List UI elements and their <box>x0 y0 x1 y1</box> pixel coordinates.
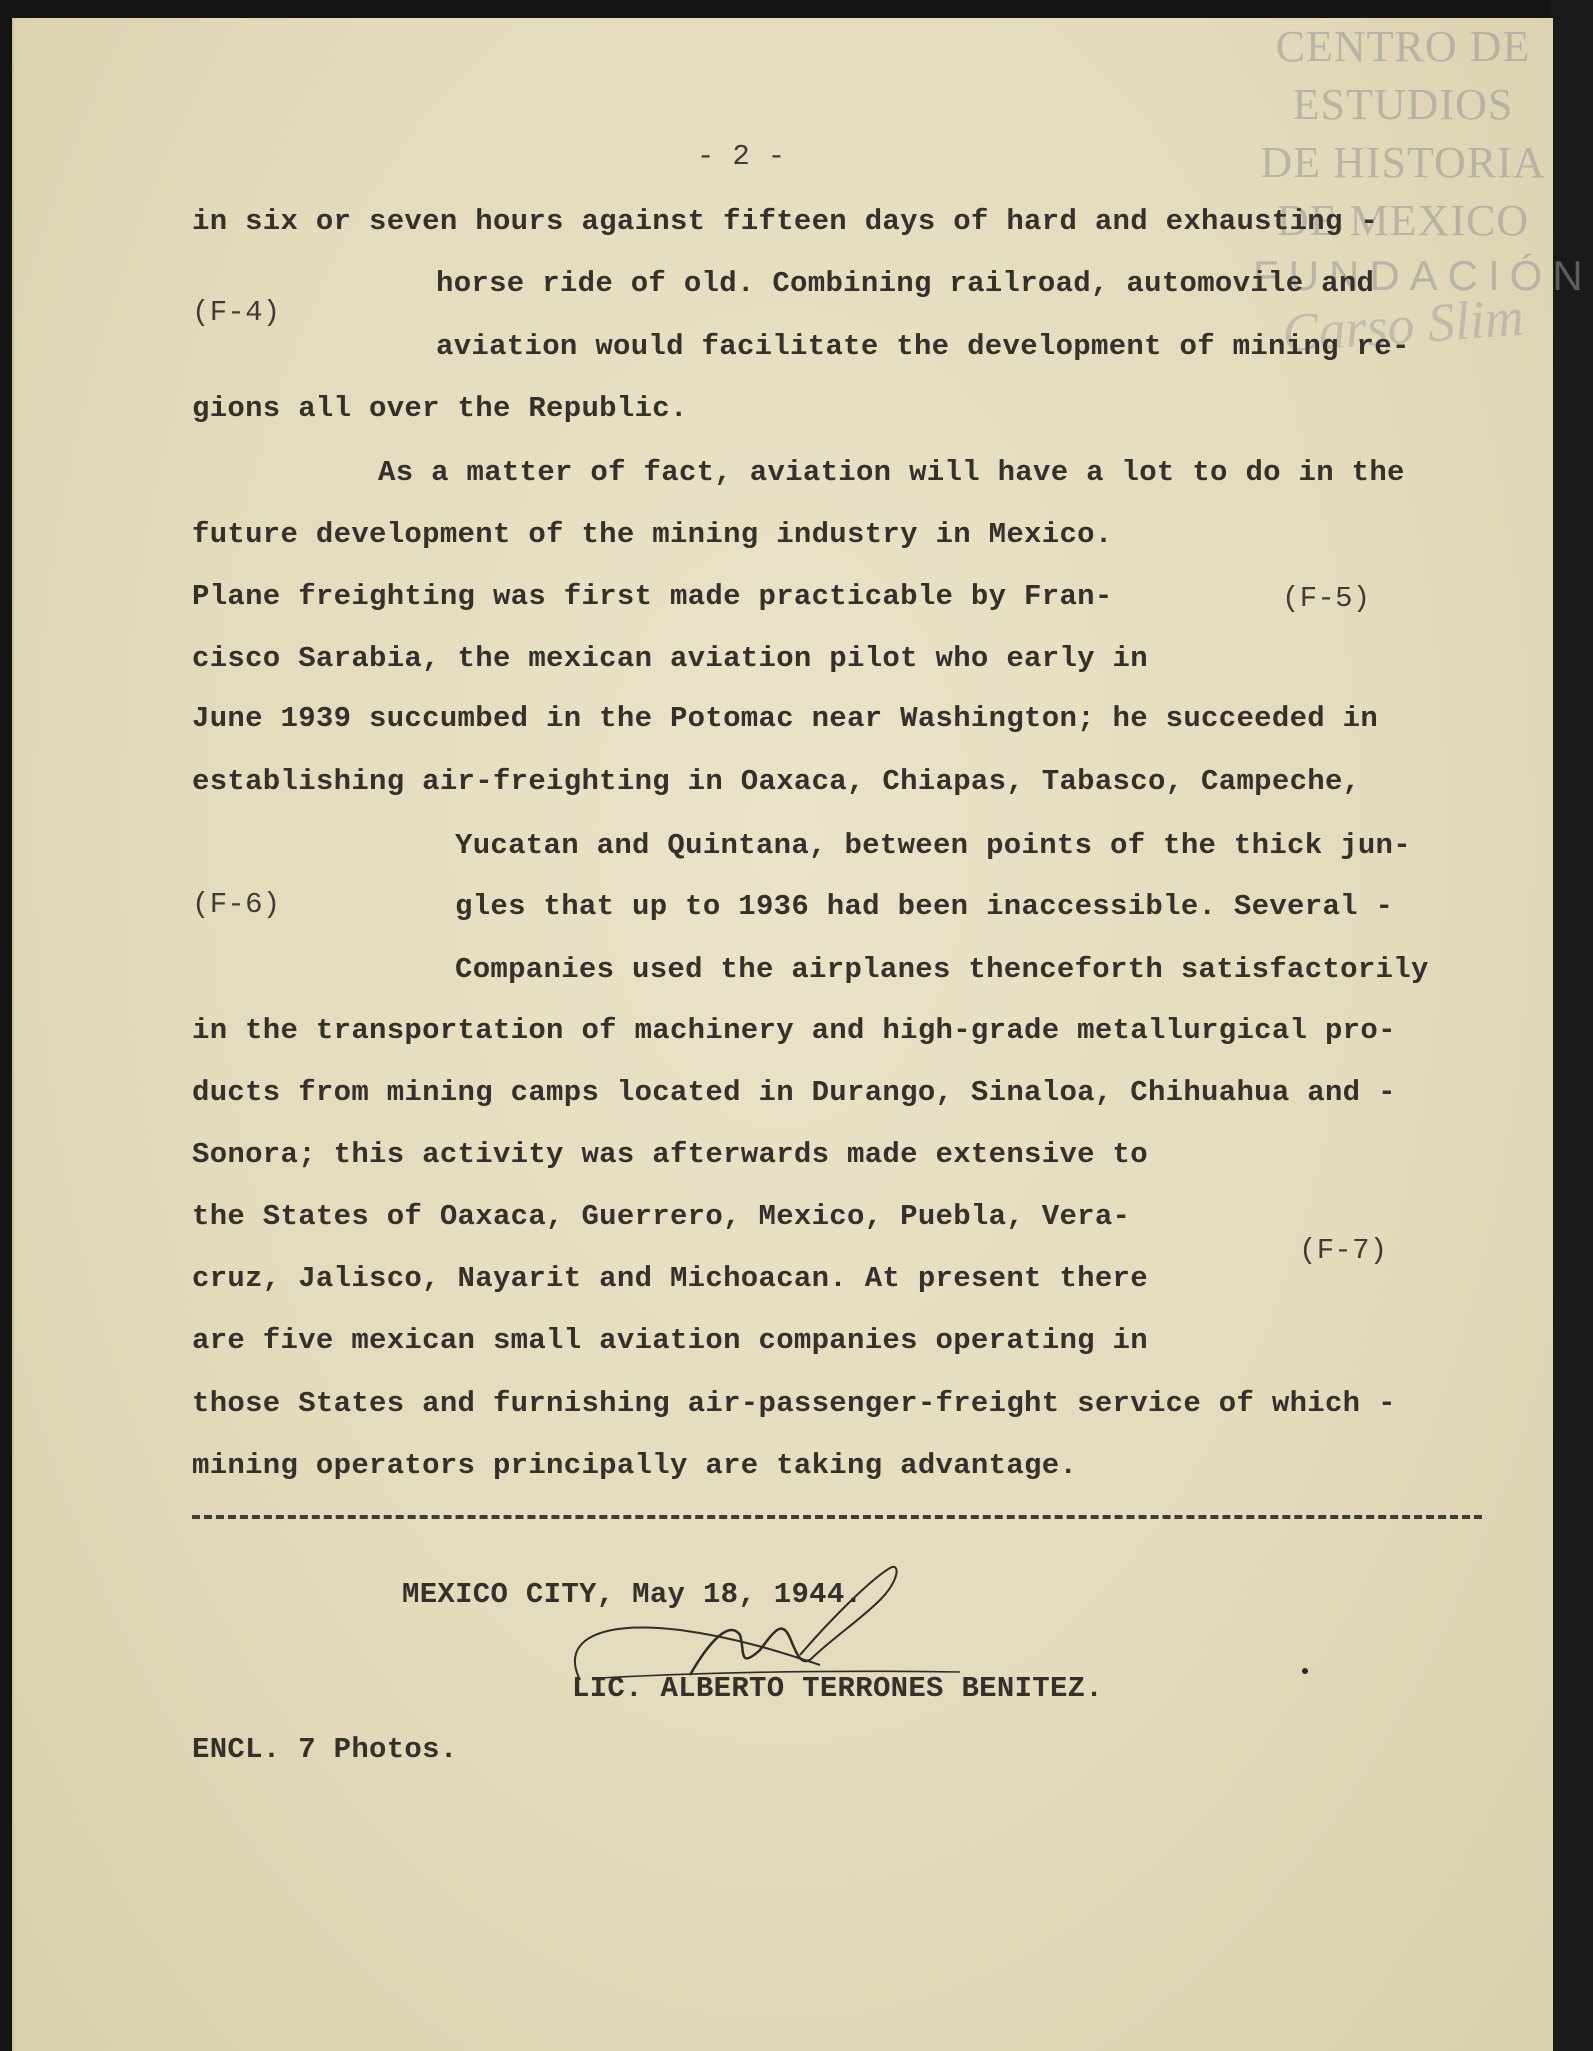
body-line: in the transportation of machinery and high-grade metallurgical pro- <box>192 1014 1396 1047</box>
watermark-fundacion: FUNDACIÓN <box>1253 252 1593 299</box>
body-line: horse ride of old. Combining railroad, automovile and <box>436 267 1375 300</box>
body-line: mining operators principally are taking advantage. <box>192 1449 1078 1482</box>
body-line: Sonora; this activity was afterwards made extensive to <box>192 1138 1148 1171</box>
body-line: establishing air-freighting in Oaxaca, Chiapas, Tabasco, Campeche, <box>192 765 1361 798</box>
body-line: the States of Oaxaca, Guerrero, Mexico, Puebla, Vera- <box>192 1200 1131 1233</box>
margin-note-f5: (F-5) <box>1282 582 1371 615</box>
body-line: gles that up to 1936 had been inaccessible. Several - <box>455 890 1394 923</box>
body-line: aviation would facilitate the development of mining re- <box>436 330 1410 363</box>
ink-dot <box>1302 1668 1308 1674</box>
body-line: future development of the mining industry in Mexico. <box>192 518 1113 551</box>
archive-watermark <box>1253 18 1593 364</box>
margin-note-f4: (F-4) <box>192 296 281 329</box>
body-line: As a matter of fact, aviation will have a lot to do in the <box>378 456 1405 489</box>
body-line: those States and furnishing air-passenger-freight service of which - <box>192 1387 1396 1420</box>
signatory-name: LIC. ALBERTO TERRONES BENITEZ. <box>572 1672 1104 1705</box>
body-line: ducts from mining camps located in Durango, Sinaloa, Chihuahua and - <box>192 1076 1396 1109</box>
body-line: Companies used the airplanes thenceforth satisfactorily <box>455 953 1429 986</box>
body-line: Yucatan and Quintana, between points of the thick jun- <box>455 829 1411 862</box>
dateline: MEXICO CITY, May 18, 1944. <box>402 1578 863 1611</box>
separator-rule <box>192 1515 1482 1519</box>
watermark-sponsor: Carso Slim <box>1280 286 1526 364</box>
body-line: cisco Sarabia, the mexican aviation pilot who early in <box>192 642 1148 675</box>
body-line: gions all over the Republic. <box>192 392 688 425</box>
watermark-line: CENTRO DE <box>1275 22 1531 71</box>
margin-note-f6: (F-6) <box>192 888 281 921</box>
enclosure-note: ENCL. 7 Photos. <box>192 1733 458 1766</box>
watermark-line: DE HISTORIA <box>1260 138 1546 187</box>
body-line: are five mexican small aviation companies operating in <box>192 1324 1148 1357</box>
body-line: in six or seven hours against fifteen days of hard and exhausting - <box>192 205 1379 238</box>
body-line: cruz, Jalisco, Nayarit and Michoacan. At present there <box>192 1262 1148 1295</box>
body-line: June 1939 succumbed in the Potomac near Washington; he succeeded in <box>192 702 1379 735</box>
watermark-line: ESTUDIOS <box>1292 80 1514 129</box>
page-number: - 2 - <box>697 140 786 173</box>
watermark-line: DE MEXICO <box>1276 196 1530 245</box>
body-line: Plane freighting was first made practicable by Fran- <box>192 580 1113 613</box>
margin-note-f7: (F-7) <box>1299 1234 1388 1267</box>
